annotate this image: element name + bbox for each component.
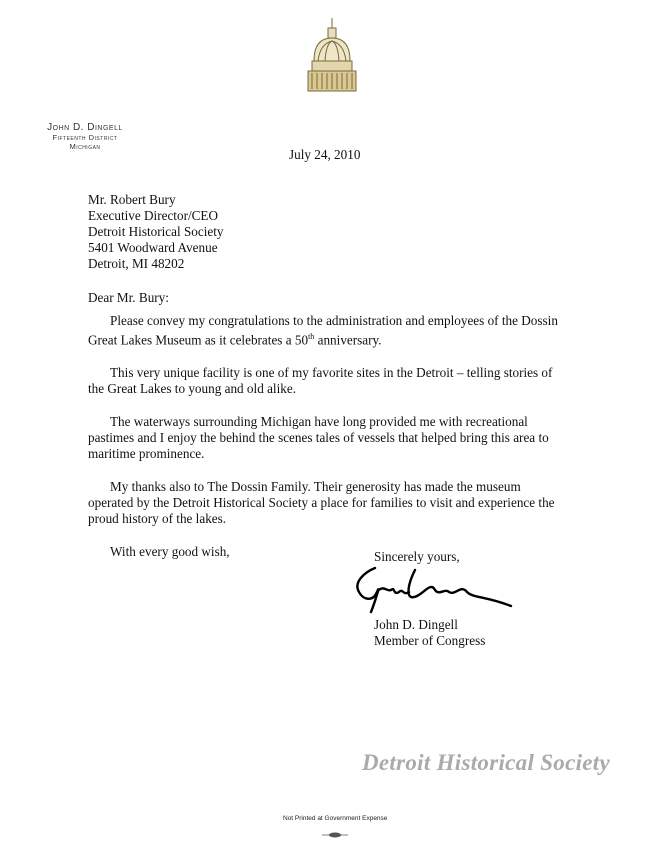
footer-note: Not Printed at Government Expense [283, 815, 388, 822]
signature [345, 562, 515, 618]
union-bug-icon [322, 825, 348, 831]
signoff: Sincerely yours, [374, 549, 460, 564]
address-line: Detroit, MI 48202 [88, 256, 185, 271]
letterhead-state: Michigan [69, 142, 101, 151]
superscript: th [308, 332, 315, 341]
signer-name: John D. Dingell [374, 617, 458, 632]
address-line: Executive Director/CEO [88, 208, 218, 223]
letterhead-name: John D. Dingell [47, 122, 123, 133]
paragraph [88, 313, 566, 348]
paragraph: The waterways surrounding Michigan have long provided me with recreational pastimes and I enjoy the behind the scenes tales of vessels that helped bring this area to maritime prominence. [88, 414, 549, 462]
recipient-address [88, 192, 588, 272]
capitol-dome-logo [302, 16, 362, 96]
signer-title: Member of Congress [374, 633, 486, 648]
paragraph-text: anniversary. [314, 332, 382, 348]
closing-wish: With every good wish, [110, 544, 230, 560]
letter-date: July 24, 2010 [289, 147, 361, 162]
letterhead-district: Fifteenth District [52, 133, 118, 142]
letterhead [30, 122, 140, 151]
watermark: Detroit Historical Society [362, 750, 610, 775]
signer-block [374, 617, 485, 649]
letter-body [88, 313, 566, 577]
paragraph: My thanks also to The Dossin Family. Their generosity has made the museum operated by the Detroit Historical Society a place for families to visit and experience the proud history of the lakes. [88, 479, 555, 527]
address-line: 5401 Woodward Avenue [88, 240, 218, 255]
address-line: Detroit Historical Society [88, 224, 224, 239]
address-line: Mr. Robert Bury [88, 192, 176, 207]
paragraph: This very unique facility is one of my favorite sites in the Detroit – telling stories of the Great Lakes to young and old alike. [88, 365, 553, 397]
salutation: Dear Mr. Bury: [88, 290, 169, 305]
paragraph-text: Please convey my congratulations to the administration and employees of the Dossin Great Lakes Museum as it celebrates a 50 [88, 313, 558, 348]
